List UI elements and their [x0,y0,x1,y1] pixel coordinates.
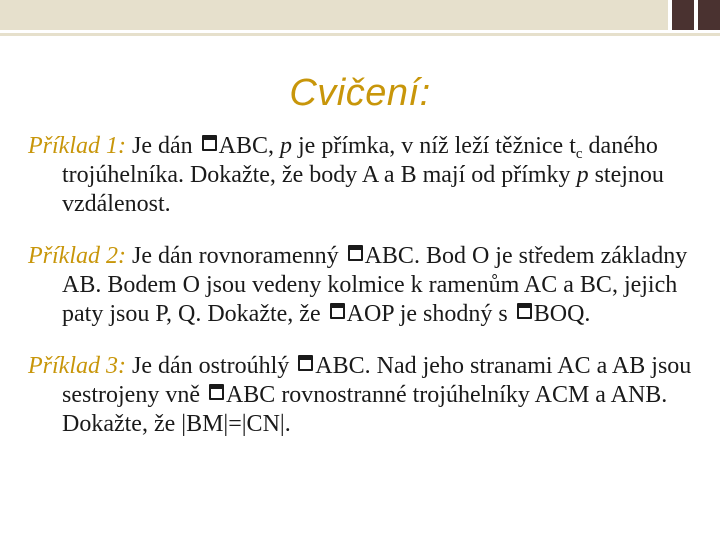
example-text: ABC rovnostranné trojúhelníky ACM a ANB. Dokažte, že |BM|=|CN|. [62,382,668,437]
example-text: AOP je shodný s [346,301,514,327]
triangle-symbol-icon [209,384,224,400]
example-text: ABC. Nad jeho stranami AC a AB jsou sestrojeny vně [62,353,692,408]
example-text: stejnou vzdálenost. [62,162,664,217]
slide-title: Cvičení: [289,72,431,114]
example-label: Příklad 1: [28,133,126,159]
example-text: je přímka, v níž leží těžnice t [292,133,576,159]
example-text: daného trojúhelníka. Dokažte, že body A a B mají od přímky [62,133,658,188]
header-decoration-bar [0,0,720,30]
header-bar-light [0,0,668,30]
example-text: ABC. Bod O je středem základny AB. Bodem O jsou vedeny kolmice k ramenům AC a BC, jejich paty jsou P, Q. Dokažte, že [62,243,688,327]
example-text: BOQ. [533,301,591,327]
example-3 [28,352,708,439]
header-bar-dark-block [668,0,694,30]
header-rule [0,33,720,36]
example-2 [28,242,708,329]
variable-p: p [280,133,292,159]
example-label: Příklad 2: [28,243,126,269]
variable-p: p [576,162,589,188]
example-text: ABC, [218,133,280,159]
example-1 [28,132,708,219]
triangle-symbol-icon [348,245,363,261]
example-text: Je dán [125,133,199,159]
triangle-symbol-icon [202,135,217,151]
example-label: Příklad 3: [28,353,126,379]
example-text: Je dán ostroúhlý [125,353,296,379]
slide-body [28,132,708,462]
triangle-symbol-icon [298,355,313,371]
triangle-symbol-icon [517,303,532,319]
header-bar-dark-block [694,0,720,30]
subscript-c: c [575,146,583,162]
triangle-symbol-icon [330,303,345,319]
example-text: Je dán rovnoramenný [125,243,345,269]
